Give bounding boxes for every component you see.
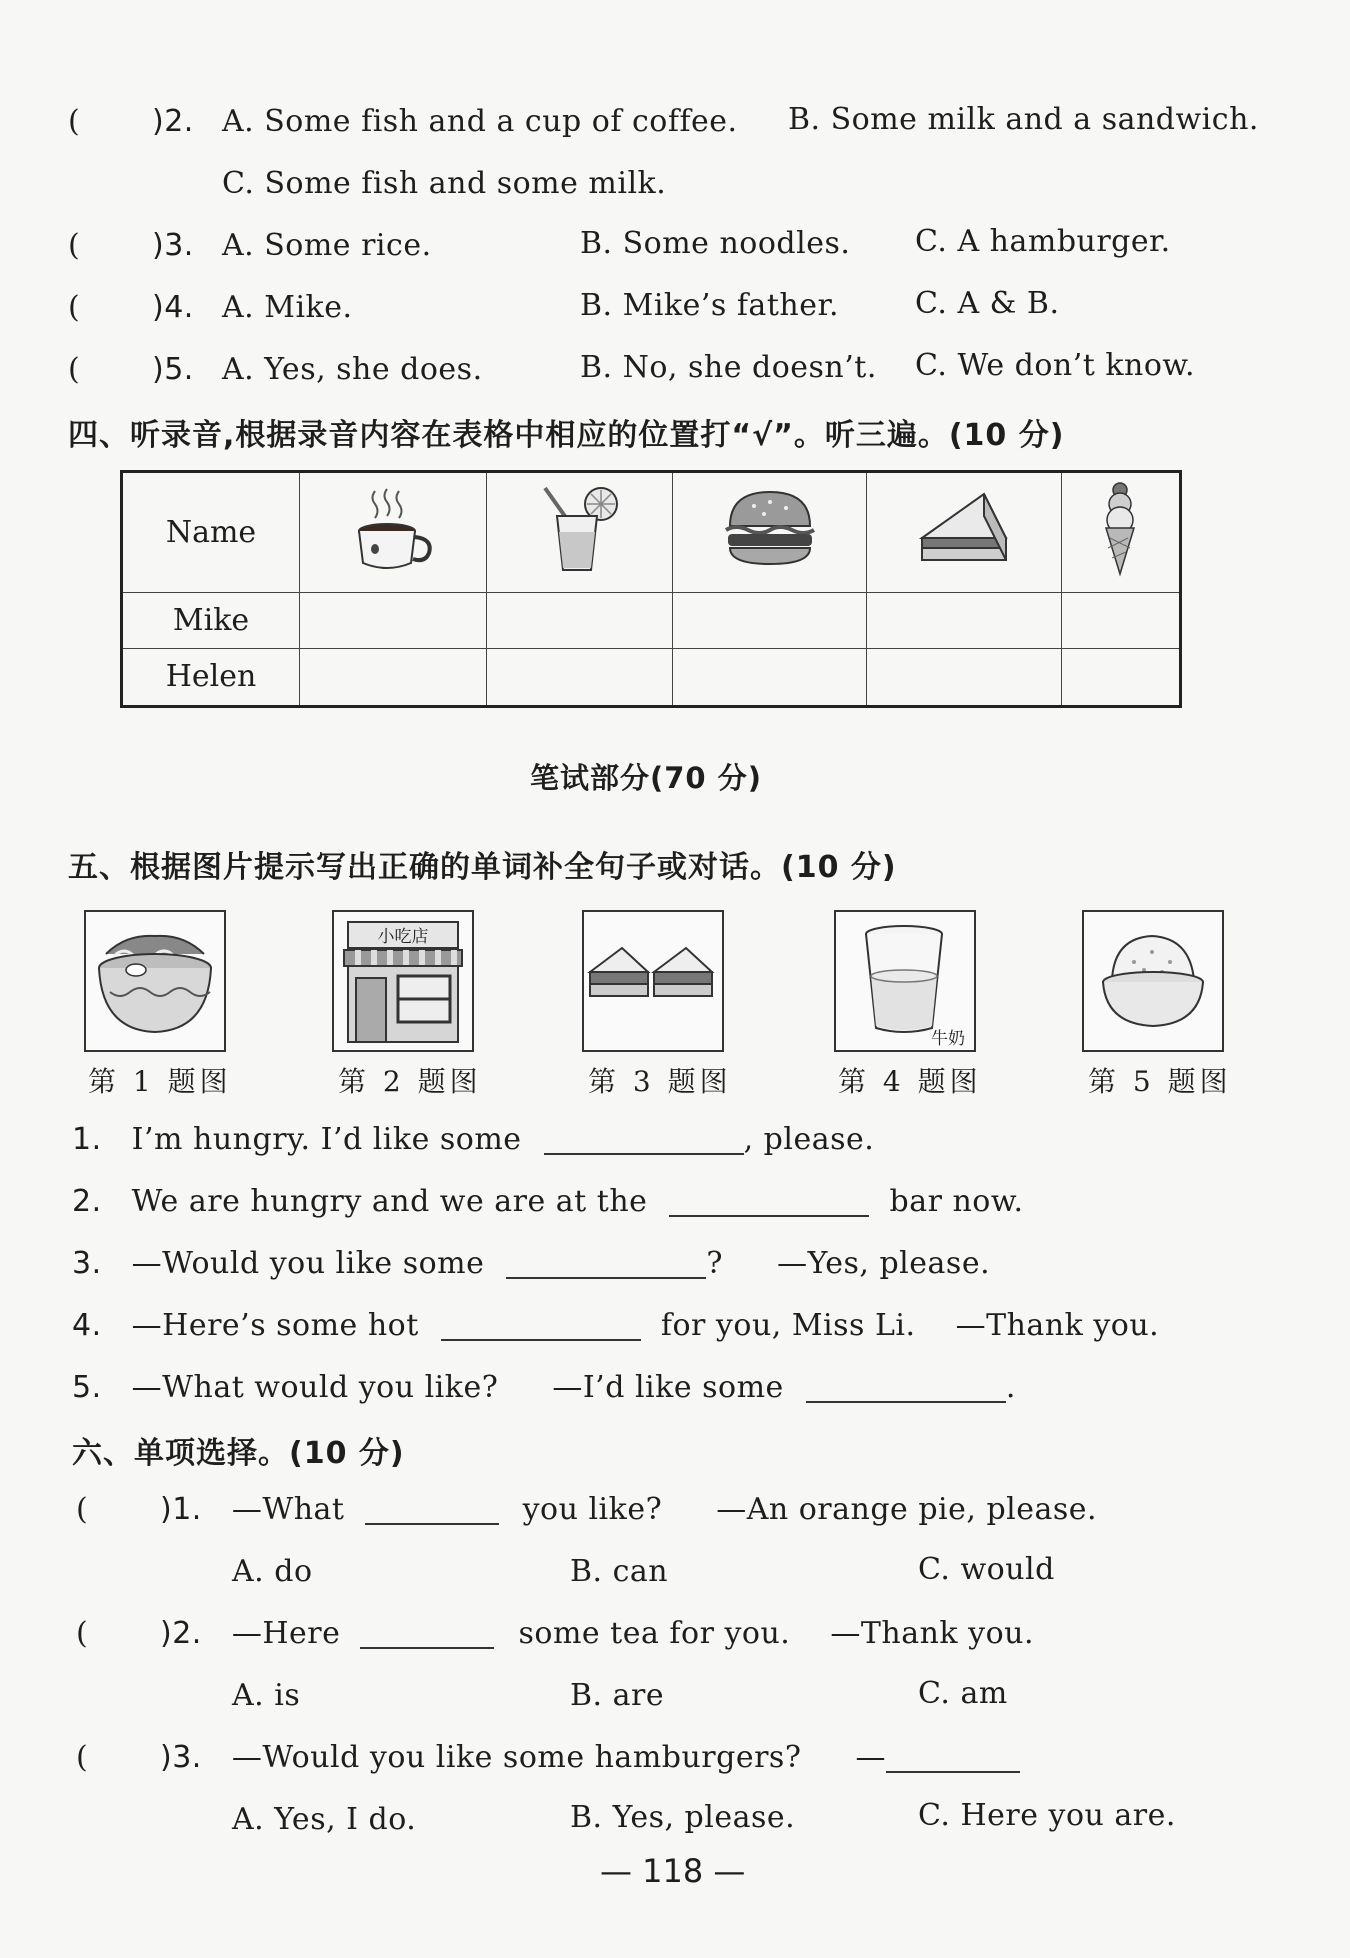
table-cell[interactable] [867, 648, 1061, 706]
milk-label: 牛奶 [931, 1029, 965, 1049]
snack-bar-sign: 小吃店 [377, 927, 429, 947]
answer-blank[interactable] [669, 1185, 869, 1217]
answer-blank[interactable] [365, 1493, 499, 1525]
item-text: I’m hungry. I’d like some [131, 1122, 522, 1157]
noodles-bowl-icon [84, 910, 226, 1052]
question-text: —Here [231, 1616, 341, 1651]
question-text: you like? [522, 1492, 663, 1527]
option-a: A. is [232, 1678, 301, 1713]
option-b: B. Mike’s father. [580, 288, 840, 323]
answer-paren: ( [68, 352, 81, 387]
option-a: A. do [232, 1554, 313, 1589]
item-reply: —Yes, please. [777, 1246, 991, 1281]
milk-glass-icon [834, 910, 976, 1052]
table-cell[interactable] [486, 648, 673, 706]
question-number: )4. [152, 290, 194, 325]
option-b: B. No, she doesn’t. [580, 350, 877, 385]
picture-caption: 第 5 题图 [1088, 1065, 1232, 1098]
table-cell[interactable] [486, 592, 673, 648]
item-text: We are hungry and we are at the [131, 1184, 648, 1219]
option-a: A. Mike. [222, 290, 353, 325]
coffee-icon [300, 472, 487, 593]
ice-cream-icon [1061, 472, 1180, 593]
answer-paren: ( [68, 290, 81, 325]
answer-paren: ( [76, 1616, 89, 1651]
table-cell[interactable] [867, 592, 1061, 648]
sandwich-icon [867, 472, 1061, 593]
picture-caption: 第 4 题图 [838, 1065, 982, 1098]
page-number: — 118 — [600, 1852, 746, 1890]
question-text: —Would you like some hamburgers? [231, 1740, 802, 1775]
juice-icon [486, 472, 673, 593]
option-c: C. would [918, 1552, 1055, 1587]
item-number: 5. [72, 1370, 102, 1405]
table-cell[interactable] [673, 648, 867, 706]
answer-blank[interactable] [544, 1123, 744, 1155]
option-a: A. Yes, I do. [232, 1802, 417, 1837]
item-reply: —I’d like some [552, 1370, 784, 1405]
section-heading: 四、听录音,根据录音内容在表格中相应的位置打“√”。听三遍。(10 分) [68, 418, 1065, 453]
table-cell[interactable] [300, 592, 487, 648]
item-text: , please. [743, 1122, 875, 1157]
option-b: B. are [570, 1678, 665, 1713]
answer-paren: ( [76, 1740, 89, 1775]
option-a: A. Some rice. [222, 228, 432, 263]
item-number: 3. [72, 1246, 102, 1281]
item-text: . [1005, 1370, 1016, 1405]
option-b: B. Some noodles. [580, 226, 851, 261]
answer-paren: ( [68, 228, 81, 263]
item-text: ? [706, 1246, 724, 1281]
question-number: )2. [152, 104, 194, 139]
table-header-name: Name [122, 472, 300, 593]
answer-blank[interactable] [360, 1617, 494, 1649]
question-text: —What [231, 1492, 345, 1527]
table-cell[interactable] [673, 592, 867, 648]
answer-paren: ( [76, 1492, 89, 1527]
item-text: —What would you like? [131, 1370, 499, 1405]
row-name: Mike [122, 592, 300, 648]
option-b: B. Some milk and a sandwich. [788, 102, 1259, 137]
picture-caption: 第 3 题图 [588, 1065, 732, 1098]
item-text: for you, Miss Li. [660, 1308, 916, 1343]
option-c: C. Some fish and some milk. [222, 166, 667, 201]
option-a: A. Some fish and a cup of coffee. [222, 104, 738, 139]
question-number: )3. [152, 228, 194, 263]
option-c: C. Here you are. [918, 1798, 1176, 1833]
option-c: C. am [918, 1676, 1008, 1711]
row-name: Helen [122, 648, 300, 706]
question-number: )3. [160, 1740, 202, 1775]
answer-blank[interactable] [886, 1741, 1020, 1773]
hamburger-icon [673, 472, 867, 593]
picture-caption: 第 2 题图 [338, 1065, 482, 1098]
item-text: bar now. [889, 1184, 1024, 1219]
item-reply: —Thank you. [955, 1308, 1160, 1343]
item-number: 1. [72, 1122, 102, 1157]
option-a: A. Yes, she does. [222, 352, 483, 387]
item-number: 4. [72, 1308, 102, 1343]
question-text: — [855, 1740, 886, 1775]
answer-blank[interactable] [806, 1371, 1006, 1403]
snack-bar-icon [332, 910, 474, 1052]
rice-bowl-icon [1082, 910, 1224, 1052]
question-number: )5. [152, 352, 194, 387]
table-cell[interactable] [300, 648, 487, 706]
written-part-title: 笔试部分(70 分) [530, 761, 762, 795]
answer-blank[interactable] [506, 1247, 706, 1279]
answer-paren: ( [68, 104, 81, 139]
question-number: )2. [160, 1616, 202, 1651]
section-heading: 六、单项选择。(10 分) [72, 1436, 405, 1471]
option-b: B. can [570, 1554, 669, 1589]
table-cell[interactable] [1061, 648, 1180, 706]
question-text: some tea for you. [518, 1616, 791, 1651]
section-heading: 五、根据图片提示写出正确的单词补全句子或对话。(10 分) [68, 850, 897, 885]
item-text: —Would you like some [131, 1246, 485, 1281]
option-c: C. We don’t know. [915, 348, 1196, 383]
listening-table [120, 470, 1182, 708]
option-b: B. Yes, please. [570, 1800, 796, 1835]
option-c: C. A & B. [915, 286, 1060, 321]
question-reply: —An orange pie, please. [716, 1492, 1098, 1527]
item-number: 2. [72, 1184, 102, 1219]
question-number: )1. [160, 1492, 202, 1527]
item-text: —Here’s some hot [131, 1308, 419, 1343]
answer-blank[interactable] [441, 1309, 641, 1341]
option-c: C. A hamburger. [915, 224, 1171, 259]
question-reply: —Thank you. [830, 1616, 1034, 1651]
table-cell[interactable] [1061, 592, 1180, 648]
sandwiches-icon [582, 910, 724, 1052]
picture-caption: 第 1 题图 [88, 1065, 232, 1098]
